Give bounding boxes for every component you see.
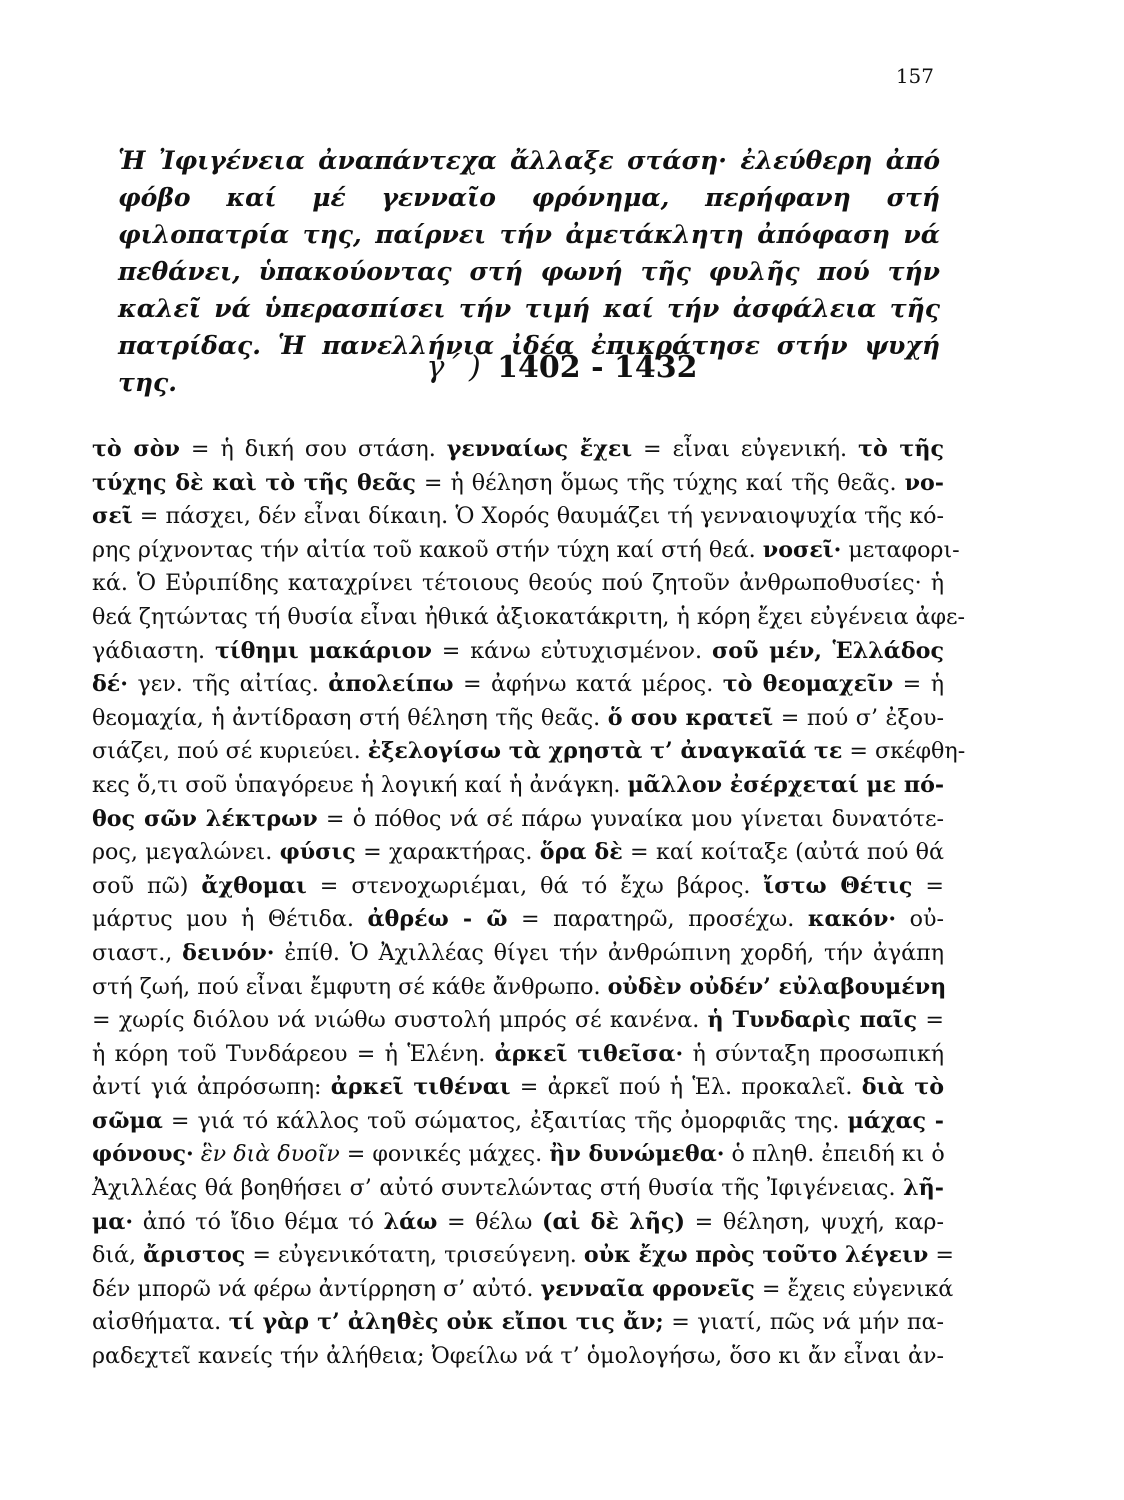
gloss-text: αἰσθήματα. bbox=[92, 1309, 229, 1336]
gloss-text: δέν μπορῶ νά φέρω ἀντίρρηση σ’ αὐτό. bbox=[92, 1275, 541, 1302]
commentary-line bbox=[92, 1306, 944, 1340]
glossed-term: μάχας - bbox=[847, 1107, 944, 1134]
glossed-term: θος σῶν λέκτρων bbox=[92, 805, 318, 832]
gloss-text: θεά ζητώντας τή θυσία εἶναι ἠθικά ἀξιοκατάκριτη, ἡ κόρη ἔχει εὐγένεια ἀφε- bbox=[92, 603, 965, 630]
glossed-term: τὸ σὸν bbox=[92, 436, 180, 462]
commentary-line bbox=[92, 1138, 944, 1172]
gloss-text: σιάζει, πού σέ κυριεύει. bbox=[92, 738, 368, 765]
glossed-term: ἐξελογίσω τὰ χρηστὰ τ’ ἀναγκαῖά τε bbox=[367, 738, 843, 765]
gloss-text: στή ζωή, πού εἶναι ἔμφυτη σέ κάθε ἄνθρωπο. bbox=[92, 973, 608, 1000]
glossed-term: λῆ- bbox=[903, 1175, 944, 1202]
commentary-line bbox=[92, 1004, 944, 1038]
gloss-text: = παρατηρῶ, προσέχω. bbox=[507, 906, 808, 933]
glossed-term: ἀρκεῖ τιθεῖσα· bbox=[494, 1040, 684, 1067]
gloss-text: ρης ρίχνοντας τήν αἰτία τοῦ κακοῦ στήν τύχη καί στή θεά. bbox=[92, 536, 763, 563]
commentary-line bbox=[92, 467, 944, 501]
gloss-text: μεταφορι- bbox=[841, 536, 960, 563]
glossed-term: τίθημι μακάριον bbox=[214, 637, 432, 664]
glossed-term: οὐκ ἔχω πρὸς τοῦτο λέγειν bbox=[583, 1242, 929, 1269]
commentary-line bbox=[92, 903, 944, 937]
commentary-line bbox=[92, 1105, 944, 1139]
gloss-text: = ἡ δική σου στάση. bbox=[179, 436, 447, 462]
gloss-text: ρος, μεγαλώνει. bbox=[92, 839, 280, 866]
glossed-term: ἡ Τυνδαρὶς παῖς bbox=[707, 1007, 918, 1034]
gloss-text: ἐπίθ. Ὁ Ἀχιλλέας θίγει τήν ἀνθρώπινη χορδή, τήν ἀγάπη bbox=[274, 939, 944, 966]
glossed-term: οὐδὲν οὐδέν’ εὐλαβουμένη bbox=[607, 973, 947, 1000]
glossed-term: δεινόν· bbox=[182, 939, 275, 966]
gloss-text: = γιά τό κάλλος τοῦ σώματος, ἐξαιτίας τῆς ὀμορφιᾶς της. bbox=[162, 1107, 848, 1134]
gloss-text: = φονικές μάχες. bbox=[339, 1141, 550, 1168]
commentary-line bbox=[92, 971, 947, 1005]
gloss-text: σοῦ πῶ) bbox=[92, 872, 202, 899]
glossed-term: νο- bbox=[904, 469, 944, 496]
glossed-term: (αἰ δὲ λῆς) bbox=[541, 1208, 685, 1235]
gloss-text: ἀντί γιά ἀπρόσωπη: bbox=[92, 1074, 331, 1101]
glossed-term: ἢν δυνώμεθα· bbox=[549, 1141, 725, 1168]
section-range: 1402 - 1432 bbox=[497, 350, 698, 385]
gloss-text: = εἶναι εὐγενική. bbox=[632, 436, 859, 462]
gloss-text: = ὁ πόθος νά σέ πάρω γυναίκα μου γίνεται δυνατότε- bbox=[317, 805, 944, 832]
gloss-text: Ἀχιλλέας θά βοηθήσει σ’ αὐτό συντελώντας στή θυσία τῆς Ἰφιγένειας. bbox=[92, 1175, 904, 1202]
glossed-term: γενναίως ἔχει bbox=[446, 436, 633, 462]
commentary-line bbox=[92, 870, 944, 904]
glossed-term: ἴστω Θέτις bbox=[763, 872, 913, 899]
gloss-text: μάρτυς μου ἡ Θέτιδα. bbox=[92, 906, 368, 933]
commentary-line bbox=[92, 500, 944, 534]
glossed-term: σῶμα bbox=[92, 1107, 163, 1134]
gloss-text: ὁ πληθ. ἐπειδή κι ὁ bbox=[724, 1141, 945, 1168]
glossed-term: φόνους· bbox=[92, 1141, 194, 1168]
gloss-text: = σκέφθη- bbox=[842, 738, 966, 765]
gloss-text: = κάνω εὐτυχισμένον. bbox=[431, 637, 712, 664]
section-label: γ´ ) bbox=[426, 350, 481, 385]
gloss-text: = πάσχει, δέν εἶναι δίκαιη. Ὁ Χορός θαυμάζει τή γενναιοψυχία τῆς κό- bbox=[132, 503, 944, 530]
gloss-text: = εὐγενικότατη, τρισεύγενη. bbox=[245, 1242, 584, 1269]
section-heading bbox=[0, 350, 1124, 385]
gloss-text: κες ὅ,τι σοῦ ὑπαγόρευε ἡ λογική καί ἡ ἀνάγκη. bbox=[92, 771, 628, 798]
commentary-body bbox=[92, 433, 966, 1374]
gloss-text: = θέλω bbox=[437, 1208, 542, 1235]
gloss-text: = ἡ θέληση ὅμως τῆς τύχης καί τῆς θεᾶς. bbox=[415, 469, 905, 496]
commentary-line bbox=[92, 735, 966, 769]
glossed-term: γενναῖα φρονεῖς bbox=[540, 1275, 755, 1302]
glossed-term: τί γὰρ τ’ ἀληθὲς οὐκ εἴποι τις ἄν; bbox=[228, 1309, 664, 1336]
gloss-text: σιαστ., bbox=[92, 939, 183, 966]
gloss-text: = γιατί, πῶς νά μήν πα- bbox=[663, 1309, 944, 1336]
glossed-term: φύσις bbox=[279, 839, 356, 866]
glossed-term: μᾶλλον ἐσέρχεταί με πό- bbox=[627, 771, 945, 798]
commentary-line bbox=[92, 601, 965, 635]
glossed-term: ἄριστος bbox=[143, 1242, 246, 1269]
gloss-text: = bbox=[917, 1007, 944, 1034]
glossed-term: τὸ τῆς bbox=[858, 436, 944, 462]
glossed-term: τύχης δὲ καὶ τὸ τῆς θεᾶς bbox=[92, 469, 416, 496]
gloss-text: οὐ- bbox=[896, 906, 945, 933]
commentary-line bbox=[92, 1273, 954, 1307]
gloss-text: = ἀρκεῖ πού ἡ Ἑλ. προκαλεῖ. bbox=[510, 1074, 862, 1101]
commentary-line bbox=[92, 567, 944, 601]
glossed-term: ἀπολείπω bbox=[328, 671, 454, 698]
commentary-line bbox=[92, 803, 944, 837]
glossed-term: ἄχθομαι bbox=[201, 872, 307, 899]
gloss-text: ἡ κόρη τοῦ Τυνδάρεου = ἡ Ἑλένη. bbox=[92, 1040, 495, 1067]
gloss-text: = στενοχωριέμαι, θά τό ἔχω βάρος. bbox=[306, 872, 764, 899]
intro-paragraph: Ἡ Ἰφιγένεια ἀναπάντεχα ἄλλαξε στάση· ἐλεύθερη ἀπό φόβο καί μέ γενναῖο φρόνημα, περήφανη στή φιλοπατρία της, παίρνει τήν ἀμετάκλητη ἀπόφαση νά πεθάνει, ὑπακούοντας στή φωνή τῆς φυλῆς πού τήν καλεῖ νά ὑπερασπίσει τήν τιμή καί τήν ἀσφάλεια τῆς πατρίδας. Ἡ πανελλήνια ἰδέα ἐπικράτησε στήν ψυχή της. bbox=[118, 146, 940, 397]
gloss-text: = θέληση, ψυχή, καρ- bbox=[684, 1208, 944, 1235]
glossed-term: διὰ τὸ bbox=[861, 1074, 944, 1101]
commentary-line bbox=[92, 836, 944, 870]
commentary-line bbox=[92, 1038, 944, 1072]
commentary-line bbox=[92, 1172, 944, 1206]
glossed-term: μα· bbox=[92, 1208, 134, 1235]
gloss-text: = χωρίς διόλου νά νιώθω συστολή μπρός σέ κανένα. bbox=[92, 1007, 708, 1034]
glossed-term: δέ· bbox=[92, 671, 129, 698]
commentary-line bbox=[92, 769, 944, 803]
glossed-term: ὅ σου κρατεῖ bbox=[607, 704, 774, 731]
gloss-text: = ἀφήνω κατά μέρος. bbox=[453, 671, 723, 698]
gloss-text: θεομαχία, ἡ ἀντίδραση στή θέληση τῆς θεᾶς. bbox=[92, 704, 608, 731]
gloss-text: = bbox=[928, 1242, 954, 1269]
gloss-text: = χαρακτήρας. bbox=[355, 839, 540, 866]
glossed-term: ἀρκεῖ τιθέναι bbox=[330, 1074, 511, 1101]
gloss-text: κά. Ὁ Εὐριπίδης καταχρίνει τέτοιους θεούς πού ζητοῦν ἀνθρωποθυσίες· ἡ bbox=[92, 570, 944, 597]
gloss-text: ραδεχτεῖ κανείς τήν ἀλήθεια; Ὀφείλω νά τ’ ὁμολογήσω, ὅσο κι ἄν εἶναι ἀν- bbox=[92, 1343, 944, 1370]
glossed-term: νοσεῖ· bbox=[762, 536, 842, 563]
glossed-term: ἀθρέω - ῶ bbox=[367, 906, 508, 933]
commentary-line bbox=[92, 668, 944, 702]
commentary-line bbox=[92, 1071, 944, 1105]
gloss-text: διά, bbox=[92, 1242, 144, 1269]
italic-phrase: ἓν διὰ δυοῖν bbox=[193, 1141, 340, 1168]
gloss-text: γεν. τῆς αἰτίας. bbox=[128, 671, 329, 698]
glossed-term: τὸ θεομαχεῖν bbox=[722, 671, 894, 698]
glossed-term: σοῦ μέν, Ἑλλάδος bbox=[711, 637, 944, 664]
commentary-line bbox=[92, 937, 944, 971]
commentary-line bbox=[92, 433, 944, 467]
commentary-line bbox=[92, 1340, 944, 1374]
commentary-line bbox=[92, 1206, 944, 1240]
commentary-line bbox=[92, 702, 944, 736]
glossed-term: σεῖ bbox=[92, 503, 133, 530]
glossed-term: ὅρα δὲ bbox=[539, 839, 623, 866]
gloss-text: = ἔχεις εὐγενικά bbox=[754, 1275, 954, 1302]
gloss-text: ἡ σύνταξη προσωπική bbox=[683, 1040, 944, 1067]
gloss-text: ἀπό τό ἴδιο θέμα τό bbox=[133, 1208, 384, 1235]
commentary-line bbox=[92, 635, 944, 669]
glossed-term: λάω bbox=[383, 1208, 438, 1235]
commentary-line bbox=[92, 1239, 954, 1273]
glossed-term: κακόν· bbox=[807, 906, 897, 933]
page-number: 157 bbox=[895, 64, 934, 88]
gloss-text: = πού σ’ ἐξου- bbox=[773, 704, 944, 731]
gloss-text: = καί κοίταξε (αὐτά πού θά bbox=[622, 839, 944, 866]
gloss-text: = ἡ bbox=[893, 671, 944, 698]
gloss-text: γάδιαστη. bbox=[92, 637, 215, 664]
gloss-text: = bbox=[912, 872, 944, 899]
commentary-line bbox=[92, 534, 960, 568]
